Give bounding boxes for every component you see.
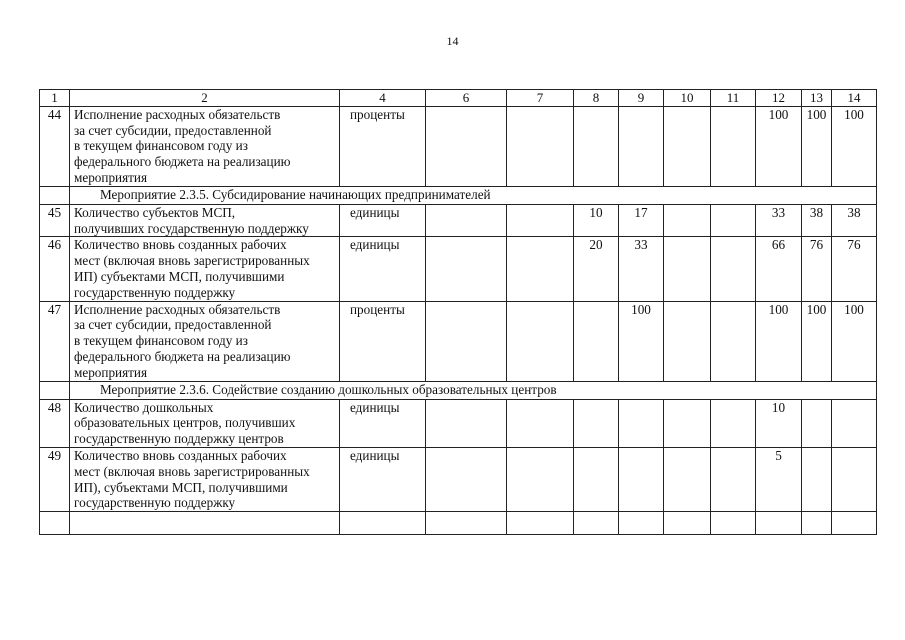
indicator-name: Исполнение расходных обязательств за счет субсидии, предоставленной в текущем финансовом году из федерального бюджета на реализацию мероприятия [70, 106, 340, 186]
value-cell-8: 20 [574, 237, 619, 301]
table-row [40, 447, 877, 511]
row-number: 48 [40, 399, 70, 447]
unit-cell: проценты [340, 106, 426, 186]
value-cell-6 [426, 301, 507, 381]
value-cell-7 [507, 301, 574, 381]
column-header: 12 [756, 90, 802, 107]
value-cell-12: 10 [756, 399, 802, 447]
empty-cell [619, 512, 664, 535]
section-number-cell [40, 381, 70, 399]
indicator-name: Количество дошкольных образовательных центров, получивших государственную поддержку центров [70, 399, 340, 447]
value-cell-9: 100 [619, 301, 664, 381]
unit-cell: единицы [340, 399, 426, 447]
value-cell-13: 76 [802, 237, 832, 301]
value-cell-12: 66 [756, 237, 802, 301]
column-header: 14 [832, 90, 877, 107]
value-cell-10 [664, 399, 711, 447]
value-cell-14: 38 [832, 204, 877, 237]
empty-cell [340, 512, 426, 535]
section-number-cell [40, 186, 70, 204]
section-row [40, 186, 877, 204]
value-cell-12: 33 [756, 204, 802, 237]
value-cell-14: 100 [832, 301, 877, 381]
value-cell-11 [711, 106, 756, 186]
indicator-name: Количество субъектов МСП, получивших государственную поддержку [70, 204, 340, 237]
value-cell-10 [664, 237, 711, 301]
value-cell-14 [832, 447, 877, 511]
empty-cell [832, 512, 877, 535]
column-header: 11 [711, 90, 756, 107]
empty-cell [756, 512, 802, 535]
value-cell-9: 33 [619, 237, 664, 301]
table-row [40, 301, 877, 381]
empty-cell [70, 512, 340, 535]
column-header: 9 [619, 90, 664, 107]
section-title: Мероприятие 2.3.6. Содействие созданию дошкольных образовательных центров [70, 381, 877, 399]
unit-cell: единицы [340, 204, 426, 237]
value-cell-8 [574, 399, 619, 447]
section-title: Мероприятие 2.3.5. Субсидирование начинающих предпринимателей [70, 186, 877, 204]
column-header: 7 [507, 90, 574, 107]
value-cell-8 [574, 447, 619, 511]
row-number: 44 [40, 106, 70, 186]
indicator-name: Количество вновь созданных рабочих мест (включая вновь зарегистрированных ИП) субъектами МСП, получившими государственную поддержку [70, 237, 340, 301]
unit-cell: проценты [340, 301, 426, 381]
value-cell-11 [711, 399, 756, 447]
value-cell-7 [507, 237, 574, 301]
column-header: 8 [574, 90, 619, 107]
indicator-name: Количество вновь созданных рабочих мест (включая вновь зарегистрированных ИП), субъектами МСП, получившими государственную поддержку [70, 447, 340, 511]
value-cell-11 [711, 301, 756, 381]
value-cell-7 [507, 204, 574, 237]
value-cell-8: 10 [574, 204, 619, 237]
table-row [40, 237, 877, 301]
value-cell-7 [507, 447, 574, 511]
empty-cell [426, 512, 507, 535]
table-row [40, 399, 877, 447]
value-cell-11 [711, 204, 756, 237]
value-cell-12: 100 [756, 301, 802, 381]
value-cell-13 [802, 399, 832, 447]
empty-cell [574, 512, 619, 535]
value-cell-6 [426, 447, 507, 511]
value-cell-6 [426, 204, 507, 237]
empty-cell [711, 512, 756, 535]
empty-cell [507, 512, 574, 535]
empty-cell [664, 512, 711, 535]
indicator-name: Исполнение расходных обязательств за счет субсидии, предоставленной в текущем финансовом году из федерального бюджета на реализацию мероприятия [70, 301, 340, 381]
value-cell-8 [574, 106, 619, 186]
value-cell-12: 5 [756, 447, 802, 511]
column-header: 13 [802, 90, 832, 107]
value-cell-10 [664, 301, 711, 381]
table-row [40, 204, 877, 237]
value-cell-6 [426, 237, 507, 301]
value-cell-14 [832, 399, 877, 447]
value-cell-9 [619, 106, 664, 186]
value-cell-11 [711, 447, 756, 511]
indicators-table [39, 89, 877, 535]
value-cell-14: 76 [832, 237, 877, 301]
value-cell-10 [664, 447, 711, 511]
value-cell-6 [426, 106, 507, 186]
empty-cell [40, 512, 70, 535]
unit-cell: единицы [340, 447, 426, 511]
value-cell-9 [619, 447, 664, 511]
unit-cell: единицы [340, 237, 426, 301]
row-number: 49 [40, 447, 70, 511]
page-number: 14 [446, 34, 459, 48]
value-cell-13: 100 [802, 301, 832, 381]
value-cell-13: 38 [802, 204, 832, 237]
row-number: 45 [40, 204, 70, 237]
value-cell-14: 100 [832, 106, 877, 186]
column-header: 10 [664, 90, 711, 107]
row-number: 46 [40, 237, 70, 301]
value-cell-6 [426, 399, 507, 447]
value-cell-7 [507, 399, 574, 447]
value-cell-11 [711, 237, 756, 301]
value-cell-12: 100 [756, 106, 802, 186]
value-cell-9: 17 [619, 204, 664, 237]
value-cell-10 [664, 106, 711, 186]
value-cell-7 [507, 106, 574, 186]
column-header: 4 [340, 90, 426, 107]
table-body [40, 90, 877, 535]
column-header: 1 [40, 90, 70, 107]
empty-row [40, 512, 877, 535]
section-row [40, 381, 877, 399]
value-cell-8 [574, 301, 619, 381]
empty-cell [802, 512, 832, 535]
table-row [40, 106, 877, 186]
header-row [40, 90, 877, 107]
value-cell-10 [664, 204, 711, 237]
column-header: 6 [426, 90, 507, 107]
column-header: 2 [70, 90, 340, 107]
value-cell-13: 100 [802, 106, 832, 186]
value-cell-9 [619, 399, 664, 447]
row-number: 47 [40, 301, 70, 381]
value-cell-13 [802, 447, 832, 511]
